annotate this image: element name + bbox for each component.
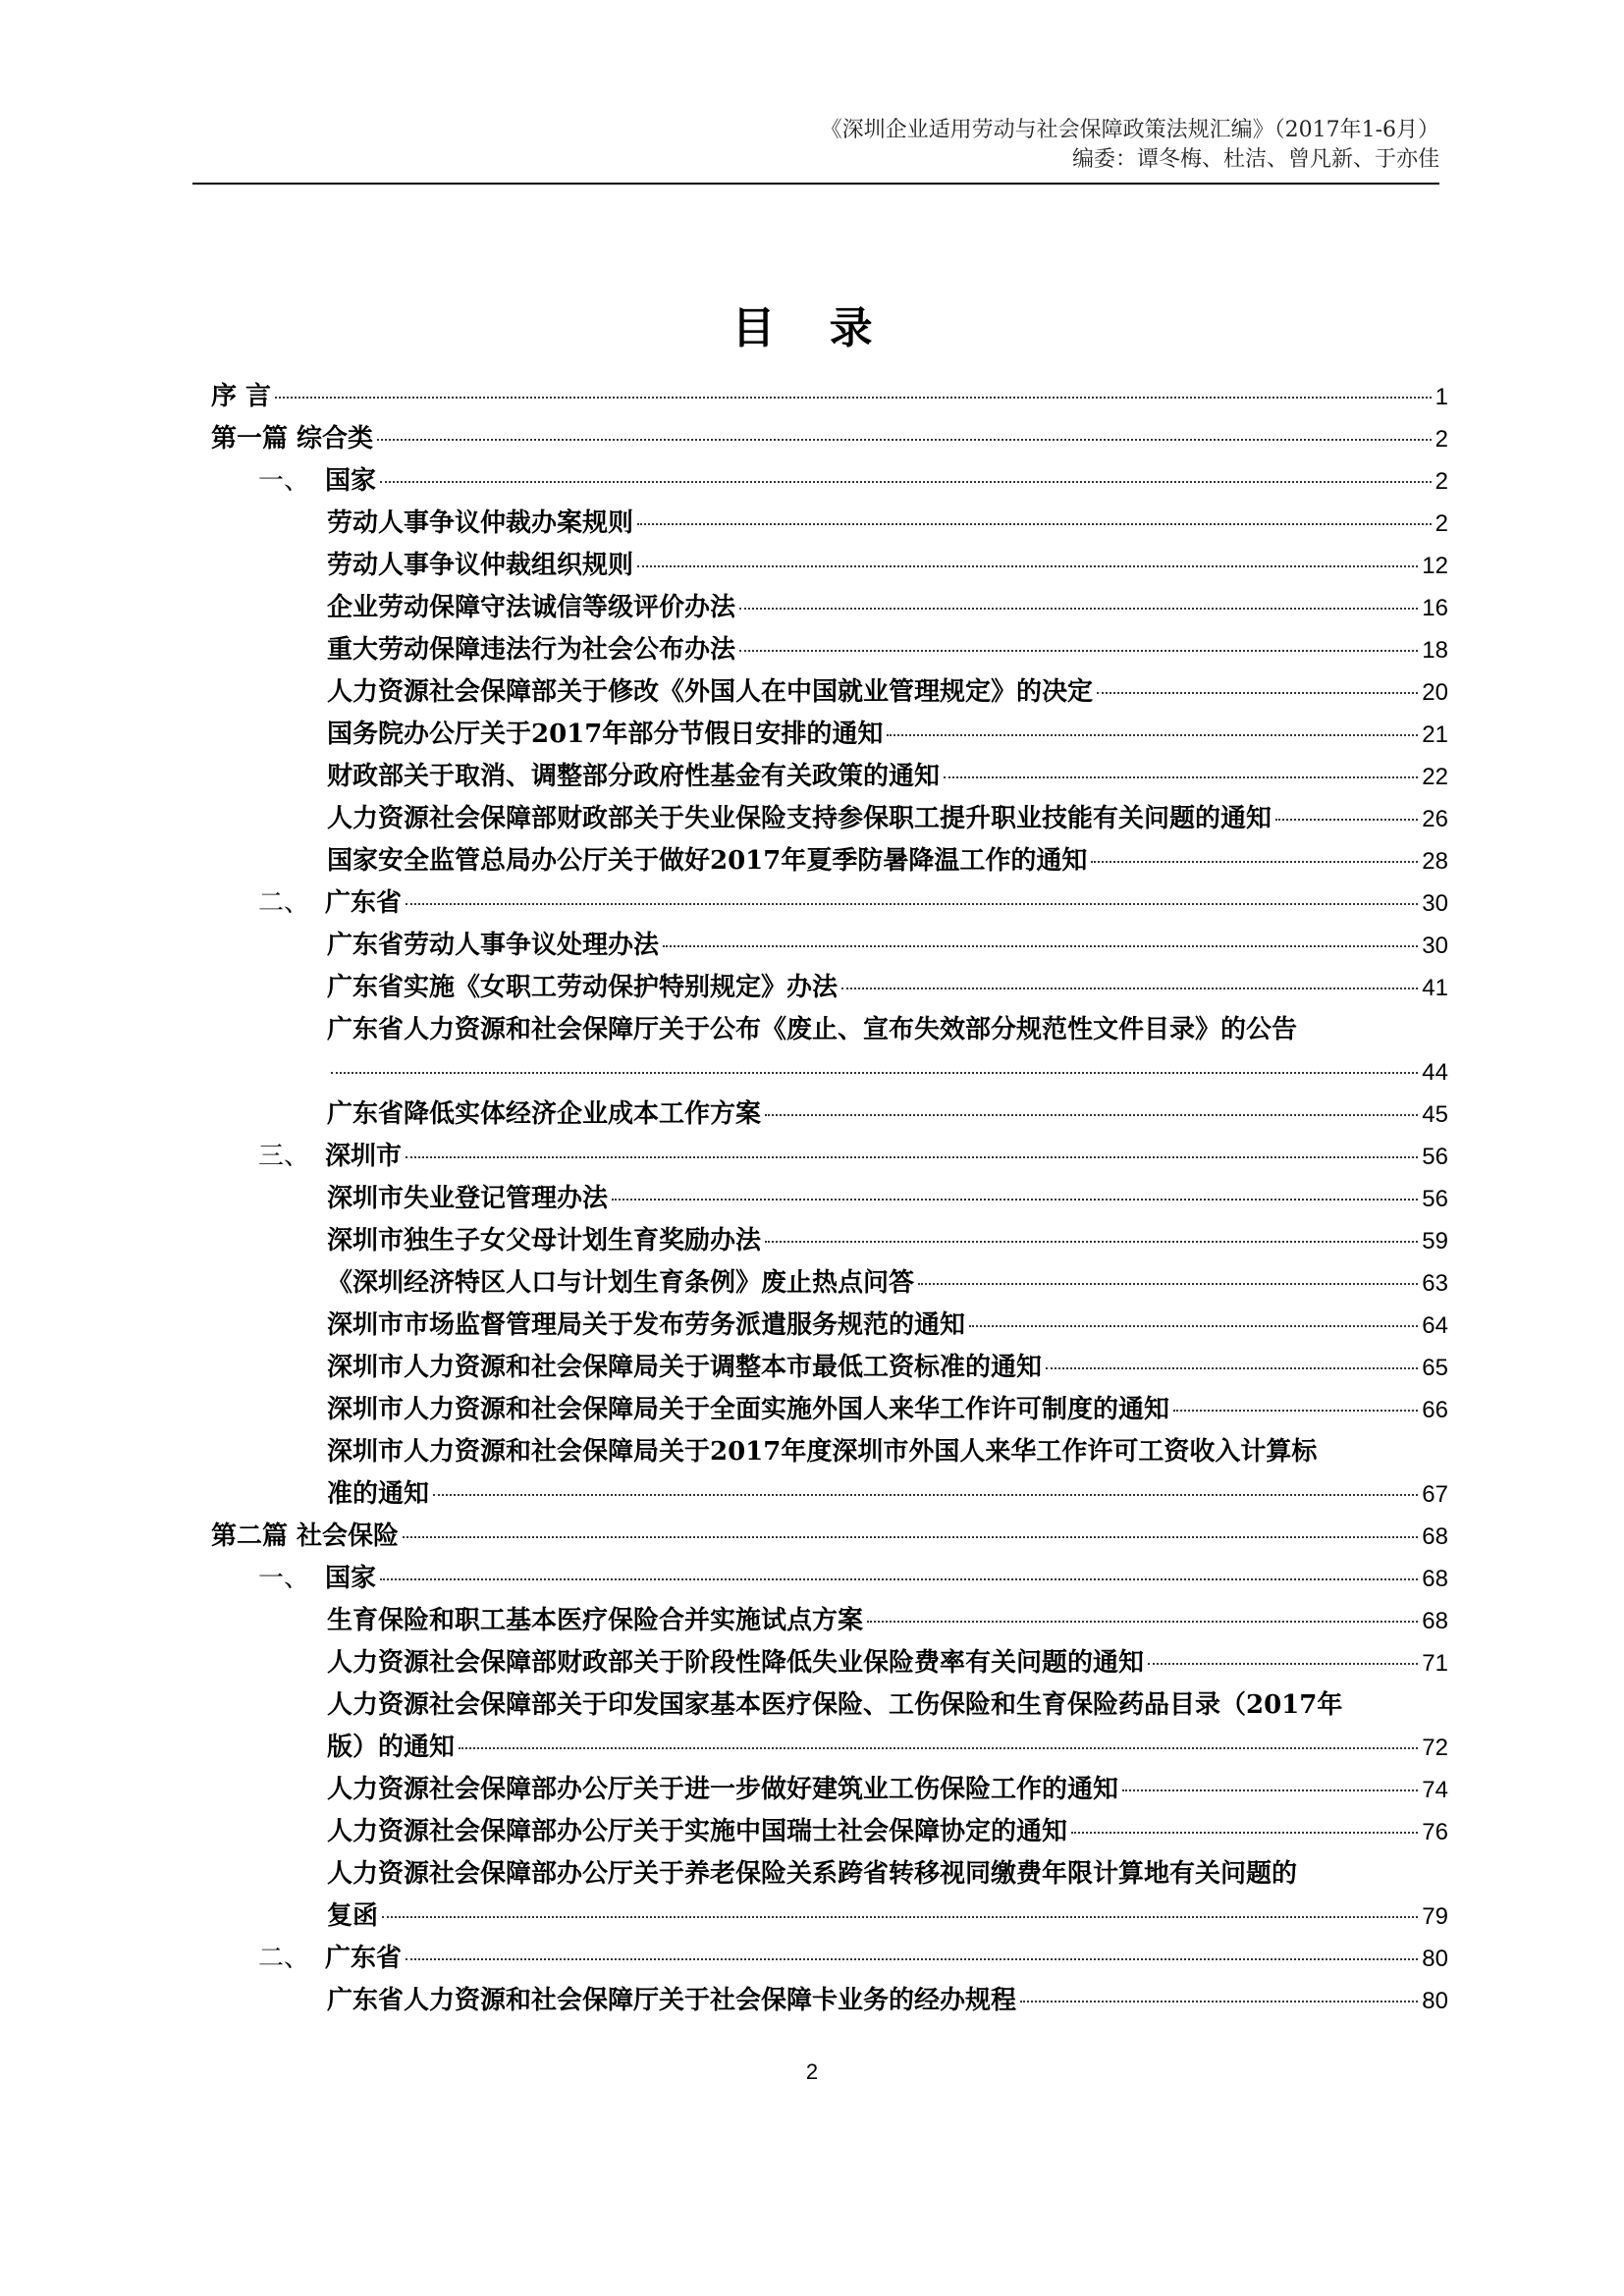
toc-entry-title: 财政部关于取消、调整部分政府性基金有关政策的通知 bbox=[327, 762, 941, 791]
toc-entry[interactable] bbox=[211, 1262, 1448, 1305]
toc-entry-title: 第二篇 社会保险 bbox=[211, 1522, 400, 1551]
toc-entry[interactable] bbox=[211, 1094, 1448, 1136]
toc-entry[interactable] bbox=[211, 1305, 1448, 1347]
dot-leader bbox=[637, 523, 1432, 525]
dot-leader bbox=[1173, 1410, 1418, 1412]
toc-entry[interactable] bbox=[211, 1811, 1448, 1853]
toc-page-number: 26 bbox=[1422, 806, 1448, 832]
toc-page-number: 56 bbox=[1422, 1186, 1448, 1212]
dot-leader bbox=[1020, 2001, 1418, 2002]
toc-page-number: 67 bbox=[1422, 1481, 1448, 1508]
toc-entry[interactable] bbox=[211, 587, 1448, 629]
toc-entry[interactable] bbox=[211, 1642, 1448, 1684]
dot-leader bbox=[969, 1325, 1418, 1327]
toc-entry[interactable] bbox=[211, 1853, 1448, 1938]
toc-entry-title: 企业劳动保障守法诚信等级评价办法 bbox=[327, 593, 736, 622]
toc-page-number: 28 bbox=[1422, 848, 1448, 875]
dot-leader bbox=[406, 1958, 1418, 1960]
dot-leader bbox=[663, 945, 1418, 947]
toc-entry[interactable] bbox=[211, 1600, 1448, 1642]
toc-page-number: 2 bbox=[1435, 468, 1448, 495]
toc-entry-title: 人力资源社会保障部办公厅关于实施中国瑞士社会保障协定的通知 bbox=[327, 1817, 1068, 1846]
dot-leader bbox=[382, 1916, 1418, 1918]
toc-page-number: 18 bbox=[1422, 637, 1448, 664]
toc-page-number: 80 bbox=[1422, 1946, 1448, 1972]
toc-entry[interactable] bbox=[211, 503, 1448, 545]
dot-leader bbox=[380, 481, 1432, 483]
dot-leader bbox=[765, 1241, 1418, 1243]
toc-entry[interactable] bbox=[211, 629, 1448, 671]
toc-entry[interactable] bbox=[211, 882, 1448, 925]
toc-page-number: 21 bbox=[1422, 721, 1448, 748]
toc-page-number: 68 bbox=[1422, 1566, 1448, 1592]
dot-leader bbox=[765, 1114, 1418, 1116]
page-number: 2 bbox=[805, 2059, 819, 2084]
toc-entry[interactable] bbox=[211, 1220, 1448, 1262]
toc-entry-title: 人力资源社会保障部财政部关于失业保险支持参保职工提升职业技能有关问题的通知 bbox=[327, 804, 1272, 833]
toc-entry-title: 广东省人力资源和社会保障厅关于社会保障卡业务的经办规程 bbox=[327, 1986, 1017, 2015]
toc-entry[interactable] bbox=[211, 1389, 1448, 1431]
dot-leader bbox=[1091, 861, 1418, 863]
dot-leader bbox=[918, 1283, 1418, 1285]
toc-entry[interactable] bbox=[211, 1684, 1448, 1769]
dot-leader bbox=[1097, 692, 1418, 694]
toc-entry[interactable] bbox=[211, 1980, 1448, 2022]
toc-entry[interactable] bbox=[211, 1136, 1448, 1178]
dot-leader bbox=[459, 1747, 1418, 1749]
toc-page-number: 66 bbox=[1422, 1397, 1448, 1423]
toc-page-number: 30 bbox=[1422, 933, 1448, 959]
toc-entry-title: 人力资源社会保障部关于修改《外国人在中国就业管理规定》的决定 bbox=[327, 677, 1094, 707]
toc-page-number: 68 bbox=[1422, 1608, 1448, 1634]
toc-entry[interactable] bbox=[211, 798, 1448, 840]
toc-entry-title: 第一篇 综合类 bbox=[211, 424, 374, 454]
toc-entry[interactable] bbox=[211, 1347, 1448, 1389]
toc-entry-title: 广东省劳动人事争议处理办法 bbox=[327, 931, 660, 960]
toc-entry-title: 三、 深圳市 bbox=[258, 1136, 402, 1178]
toc-page-number: 45 bbox=[1422, 1101, 1448, 1128]
toc-entry[interactable] bbox=[211, 1009, 1448, 1094]
toc-entry-title: 人力资源社会保障部办公厅关于进一步做好建筑业工伤保险工作的通知 bbox=[327, 1775, 1119, 1804]
toc-entry-title: 深圳市失业登记管理办法 bbox=[327, 1184, 609, 1213]
toc-entry-title: 版）的通知 bbox=[327, 1733, 456, 1762]
dot-leader bbox=[406, 903, 1418, 905]
dot-leader bbox=[867, 1621, 1418, 1623]
toc-page-number: 2 bbox=[1435, 426, 1448, 453]
toc-entry-title: 二、 广东省 bbox=[258, 1938, 402, 1980]
toc-page-number: 44 bbox=[1422, 1059, 1448, 1086]
toc-entry[interactable] bbox=[211, 545, 1448, 587]
toc-entry-title: 复函 bbox=[327, 1901, 379, 1931]
toc-entry-title: 重大劳动保障违法行为社会公布办法 bbox=[327, 635, 736, 665]
toc-page-number: 68 bbox=[1422, 1523, 1448, 1550]
toc-entry-title: 广东省降低实体经济企业成本工作方案 bbox=[327, 1099, 762, 1129]
toc-page-number: 76 bbox=[1422, 1819, 1448, 1845]
header-title: 《深圳企业适用劳动与社会保障政策法规汇编》（2017年1-6月） bbox=[820, 118, 1439, 142]
toc-entry-title: 准的通知 bbox=[327, 1479, 430, 1509]
toc-entry-title: 深圳市人力资源和社会保障局关于全面实施外国人来华工作许可制度的通知 bbox=[327, 1395, 1170, 1424]
dot-leader bbox=[377, 439, 1432, 441]
toc-page-number: 56 bbox=[1422, 1144, 1448, 1170]
toc-entry-title: 深圳市人力资源和社会保障局关于2017年度深圳市外国人来华工作许可工资收入计算标 bbox=[327, 1437, 1318, 1467]
dot-leader bbox=[1275, 819, 1418, 821]
dot-leader bbox=[380, 1578, 1418, 1580]
toc-entry[interactable] bbox=[211, 756, 1448, 798]
toc-entry[interactable] bbox=[211, 1769, 1448, 1811]
toc-entry[interactable] bbox=[211, 671, 1448, 714]
toc-entry-title: 劳动人事争议仲裁办案规则 bbox=[327, 508, 634, 538]
toc-entry-title: 劳动人事争议仲裁组织规则 bbox=[327, 551, 634, 580]
toc-page-number: 41 bbox=[1422, 975, 1448, 1001]
toc-page-number: 1 bbox=[1435, 384, 1448, 410]
toc-entry-title: 人力资源社会保障部办公厅关于养老保险关系跨省转移视同缴费年限计算地有关问题的 bbox=[327, 1859, 1298, 1889]
toc-entry[interactable] bbox=[211, 1431, 1448, 1516]
header-rule bbox=[192, 183, 1439, 185]
toc-entry[interactable] bbox=[211, 418, 1448, 460]
dot-leader bbox=[275, 397, 1432, 399]
toc-entry[interactable] bbox=[211, 460, 1448, 503]
toc-entry[interactable] bbox=[211, 1558, 1448, 1600]
toc-page-number: 79 bbox=[1422, 1903, 1448, 1930]
toc-entry-title: 序 言 bbox=[211, 382, 272, 411]
toc-entry-title: 一、 国家 bbox=[258, 1558, 376, 1600]
dot-leader bbox=[433, 1494, 1418, 1496]
toc-page-number: 63 bbox=[1422, 1270, 1448, 1297]
toc-entry-title: 广东省人力资源和社会保障厅关于公布《废止、宣布失效部分规范性文件目录》的公告 bbox=[327, 1015, 1298, 1044]
dot-leader bbox=[887, 734, 1418, 736]
toc-page-number: 72 bbox=[1422, 1735, 1448, 1761]
toc-entry-title: 深圳市独生子女父母计划生育奖励办法 bbox=[327, 1226, 762, 1255]
toc-entry[interactable] bbox=[211, 840, 1448, 882]
toc-entry-title: 国家安全监管总局办公厅关于做好2017年夏季防暑降温工作的通知 bbox=[327, 846, 1088, 876]
dot-leader bbox=[1148, 1663, 1418, 1665]
toc-page-number: 74 bbox=[1422, 1777, 1448, 1803]
toc-title: 目 录 bbox=[731, 303, 893, 353]
toc-page-number: 64 bbox=[1422, 1312, 1448, 1339]
toc-page-number: 20 bbox=[1422, 679, 1448, 706]
dot-leader bbox=[331, 1072, 1418, 1074]
toc-entry[interactable] bbox=[211, 714, 1448, 756]
header-editors: 编委：谭冬梅、杜洁、曾凡新、于亦佳 bbox=[1071, 147, 1439, 172]
toc-entry-title: 人力资源社会保障部财政部关于阶段性降低失业保险费率有关问题的通知 bbox=[327, 1648, 1145, 1678]
toc-entry[interactable] bbox=[211, 925, 1448, 967]
toc-entry-title: 《深圳经济特区人口与计划生育条例》废止热点问答 bbox=[327, 1268, 915, 1298]
dot-leader bbox=[1046, 1367, 1418, 1369]
toc-page-number: 16 bbox=[1422, 595, 1448, 621]
toc-page-number: 80 bbox=[1422, 1988, 1448, 2014]
toc-entry-title: 深圳市人力资源和社会保障局关于调整本市最低工资标准的通知 bbox=[327, 1353, 1043, 1382]
toc-entry[interactable] bbox=[211, 1516, 1448, 1558]
toc-entry[interactable] bbox=[211, 1938, 1448, 1980]
toc-page-number: 71 bbox=[1422, 1650, 1448, 1677]
toc-page-number: 12 bbox=[1422, 553, 1448, 579]
toc-page-number: 2 bbox=[1435, 510, 1448, 537]
toc-page-number: 30 bbox=[1422, 890, 1448, 917]
toc-entry-title: 生育保险和职工基本医疗保险合并实施试点方案 bbox=[327, 1606, 864, 1635]
toc-page-number: 59 bbox=[1422, 1228, 1448, 1255]
toc-entry-title: 人力资源社会保障部关于印发国家基本医疗保险、工伤保险和生育保险药品目录（2017年 bbox=[327, 1690, 1343, 1720]
dot-leader bbox=[739, 650, 1418, 652]
dot-leader bbox=[637, 565, 1418, 567]
toc-entry-title: 深圳市市场监督管理局关于发布劳务派遣服务规范的通知 bbox=[327, 1310, 966, 1340]
dot-leader bbox=[739, 608, 1418, 610]
table-of-contents bbox=[211, 376, 1448, 2022]
dot-leader bbox=[403, 1536, 1418, 1538]
dot-leader bbox=[406, 1156, 1418, 1158]
toc-section-number: 三、 bbox=[258, 1142, 310, 1171]
toc-page-number: 65 bbox=[1422, 1355, 1448, 1381]
dot-leader bbox=[944, 776, 1418, 778]
toc-page-number: 22 bbox=[1422, 764, 1448, 790]
toc-entry[interactable] bbox=[211, 376, 1448, 418]
dot-leader bbox=[1122, 1789, 1418, 1791]
toc-section-number: 二、 bbox=[258, 888, 310, 918]
dot-leader bbox=[612, 1199, 1418, 1201]
toc-section-number: 一、 bbox=[258, 466, 310, 496]
toc-entry[interactable] bbox=[211, 1178, 1448, 1220]
running-header bbox=[192, 116, 1439, 175]
toc-entry-title: 二、 广东省 bbox=[258, 882, 402, 925]
toc-section-number: 一、 bbox=[258, 1564, 310, 1593]
dot-leader bbox=[1071, 1832, 1418, 1834]
toc-entry-title: 广东省实施《女职工劳动保护特别规定》办法 bbox=[327, 973, 839, 1002]
toc-entry-title: 国务院办公厅关于2017年部分节假日安排的通知 bbox=[327, 720, 884, 749]
toc-section-number: 二、 bbox=[258, 1944, 310, 1973]
dot-leader bbox=[841, 988, 1418, 989]
toc-entry[interactable] bbox=[211, 967, 1448, 1009]
toc-entry-title: 一、 国家 bbox=[258, 460, 376, 503]
